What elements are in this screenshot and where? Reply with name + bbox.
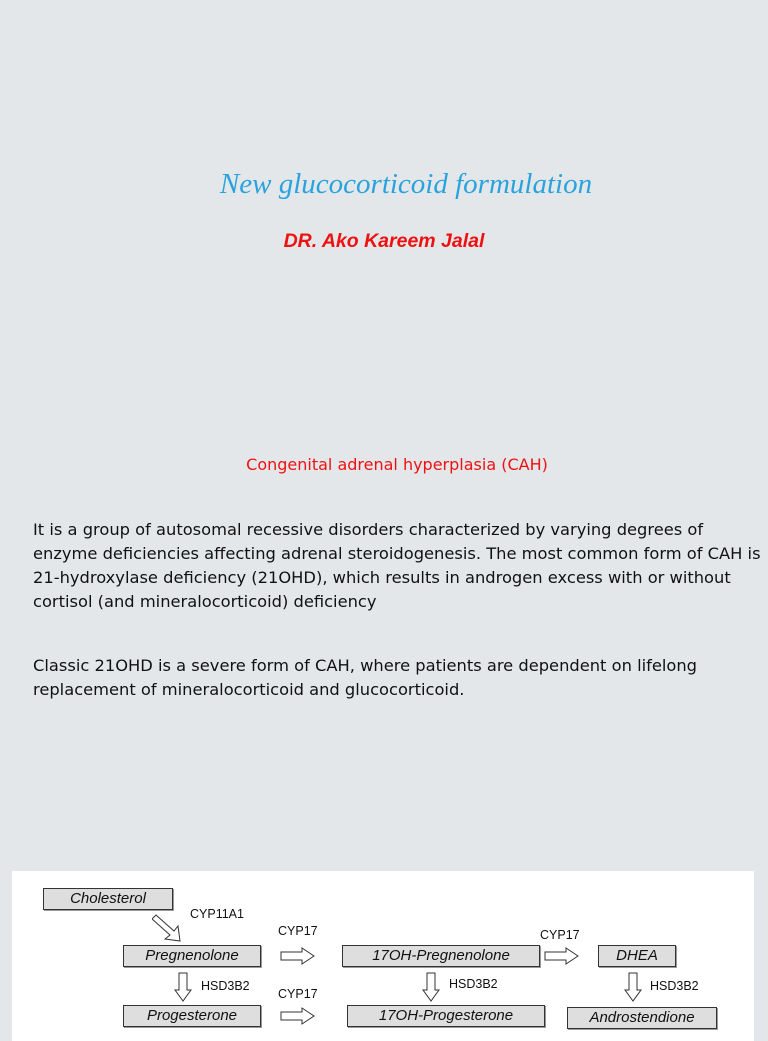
box-17oh-progesterone: 17OH-Progesterone [347, 1005, 545, 1027]
box-androstendione: Androstendione [567, 1007, 717, 1029]
steroidogenesis-diagram [12, 871, 754, 1041]
enzyme-label-hsd3b2: HSD3B2 [449, 977, 498, 991]
down-arrow-icon [174, 972, 192, 1002]
box-pregnenolone: Pregnenolone [123, 945, 261, 967]
down-arrow-icon [624, 972, 642, 1002]
right-arrow-icon [544, 947, 580, 965]
right-arrow-icon [280, 1007, 316, 1025]
box-cholesterol: Cholesterol [43, 888, 173, 910]
diagonal-arrow-icon [152, 911, 192, 945]
enzyme-label-cyp17: CYP17 [278, 987, 318, 1001]
slide-title: New glucocorticoid formulation [219, 168, 593, 200]
enzyme-label-hsd3b2: HSD3B2 [650, 979, 699, 993]
box-progesterone: Progesterone [123, 1005, 261, 1027]
right-arrow-icon [280, 947, 316, 965]
paragraph-classic-21ohd: Classic 21OHD is a severe form of CAH, where patients are dependent on lifelong replacement of mineralocorticoid and glucocorticoid. [33, 656, 698, 699]
section-heading: Congenital adrenal hyperplasia (CAH) [246, 455, 548, 474]
enzyme-label-cyp17: CYP17 [540, 928, 580, 942]
box-dhea: DHEA [598, 945, 676, 967]
enzyme-label-cyp11a1: CYP11A1 [190, 907, 244, 921]
author-name: DR. Ako Kareem Jalal [283, 230, 485, 252]
enzyme-label-hsd3b2: HSD3B2 [201, 979, 250, 993]
enzyme-label-cyp17: CYP17 [278, 924, 318, 938]
box-17oh-pregnenolone: 17OH-Pregnenolone [342, 945, 540, 967]
paragraph-cah-definition: It is a group of autosomal recessive disorders characterized by varying degrees of enzyme deficiencies affecting adrenal steroidogenesis. The most common form of CAH is 21-hydroxylase deficiency (21OHD), which results in androgen excess with or without cortisol (and mineralocorticoid) deficiency [33, 520, 761, 611]
down-arrow-icon [422, 972, 440, 1002]
